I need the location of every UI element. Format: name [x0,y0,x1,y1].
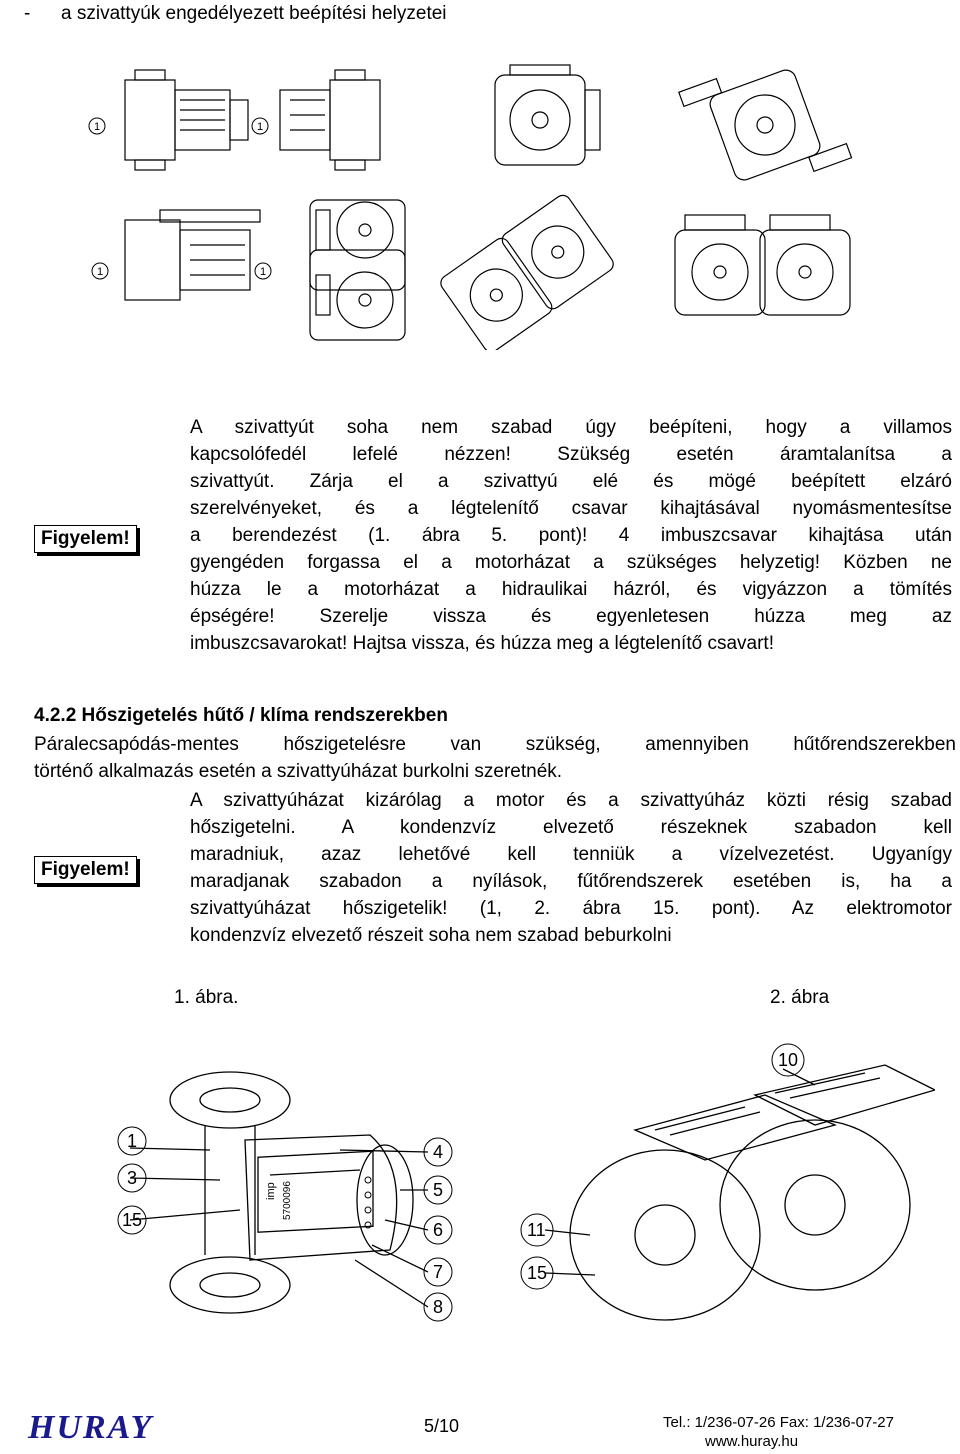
text-line: Páralecsapódás-mentes hőszigetelésre van szükség, amennyiben hűtőrendszerekben [34,734,956,755]
text-line: A szivattyúházat kizárólag a motor és a szivattyúház közti résig szabad [190,790,952,811]
pump-drawing-twin-diagonal [438,192,617,350]
pump-serial-mark: 5700096 [282,1181,293,1220]
callout: 15 [527,1263,548,1283]
section-intro [34,731,956,785]
text-line: kapcsolófedél lefelé nézzen! Szükség esetén áramtalanítsa a [190,444,952,465]
position-label: 1 [94,121,101,133]
pump-drawing-twin-horizontal [675,215,850,315]
callout: 6 [433,1220,444,1240]
text-line: szivattyút. Zárja el a szivattyú elé és mögé beépített elzáró [190,471,952,492]
pump-brand-mark: imp [265,1182,277,1200]
figure-2-twin-pump-drawing [515,1035,935,1335]
pump-drawing-b [280,70,380,170]
figure-1-pump-drawing [110,1060,470,1330]
text-line: kondenzvíz elvezető részeit soha nem szabad beburkolni [190,925,672,946]
text-line: húzza le a motorházat a hidraulikai házról, és vigyázzon a tömítés [190,579,952,600]
callout: 5 [433,1180,444,1200]
warning-label: Figyelem! [34,856,137,884]
text-line: szivattyúházat hőszigetelik! (1, 2. ábra 15. pont). Az elektromotor [190,898,952,919]
pump-drawing-e [125,210,260,300]
text-line: szerelvényeket, és a légtelenítő csavar kihajtásával nyomásmentesítse [190,498,952,519]
callout: 1 [127,1131,138,1151]
text-line: hőszigetelni. A kondenzvíz elvezető részeknek szabadon kell [190,817,952,838]
warning-label: Figyelem! [34,525,137,553]
position-label: 1 [97,266,104,278]
text-line: a berendezést (1. ábra 5. pont)! 4 imbuszcsavar kihajtása után [190,525,952,546]
text-line: maradjanak szabadon a nyílások, fűtőrendszerek esetében is, ha a [190,871,952,892]
text-line: imbuszcsavarokat! Hajtsa vissza, és húzza meg a légtelenítő csavart! [190,633,774,654]
text-line: maradniuk, azaz lehetővé kell tenniük a vízelvezetést. Ugyanígy [190,844,952,865]
callout: 15 [122,1210,143,1230]
pump-drawing-twin-vertical [310,200,405,340]
text-line: A szivattyút soha nem szabad úgy beépíteni, hogy a villamos [190,417,952,438]
warning-text [190,414,952,657]
pump-drawing-a [125,70,248,170]
position-label: 1 [257,121,264,133]
warning-text [190,787,952,949]
page-number: 5/10 [424,1416,460,1436]
text-line: épségére! Szerelje vissza és egyenletesen húzza meg az [190,606,952,627]
position-label: 1 [260,266,267,278]
figure-caption-2: 2. ábra [770,987,830,1008]
callout: 8 [433,1297,444,1317]
footer-contact: Tel.: 1/236-07-26 Fax: 1/236-07-27 [663,1414,894,1431]
callout: 4 [433,1142,444,1162]
company-logo: HURAY [28,1409,154,1446]
header-dash: - [24,3,31,24]
callout: 3 [127,1168,138,1188]
callout: 11 [527,1220,546,1240]
callout: 7 [433,1262,444,1282]
callout: 10 [778,1050,799,1070]
pump-drawing-d [679,67,852,182]
installation-positions-figure [80,60,940,350]
text-line: gyengéden forgassa el a motorházat a szükséges helyzetig! Közben ne [190,552,952,573]
text-line: történő alkalmazás esetén a szivattyúházat burkolni szeretnék. [34,761,563,782]
section-title: 4.2.2 Hőszigetelés hűtő / klíma rendszerekben [34,705,448,726]
pump-drawing-c [495,65,600,165]
footer-web: www.huray.hu [705,1433,799,1450]
figure-caption-1: 1. ábra. [174,987,239,1008]
header-title: a szivattyúk engedélyezett beépítési helyzetei [61,3,447,24]
